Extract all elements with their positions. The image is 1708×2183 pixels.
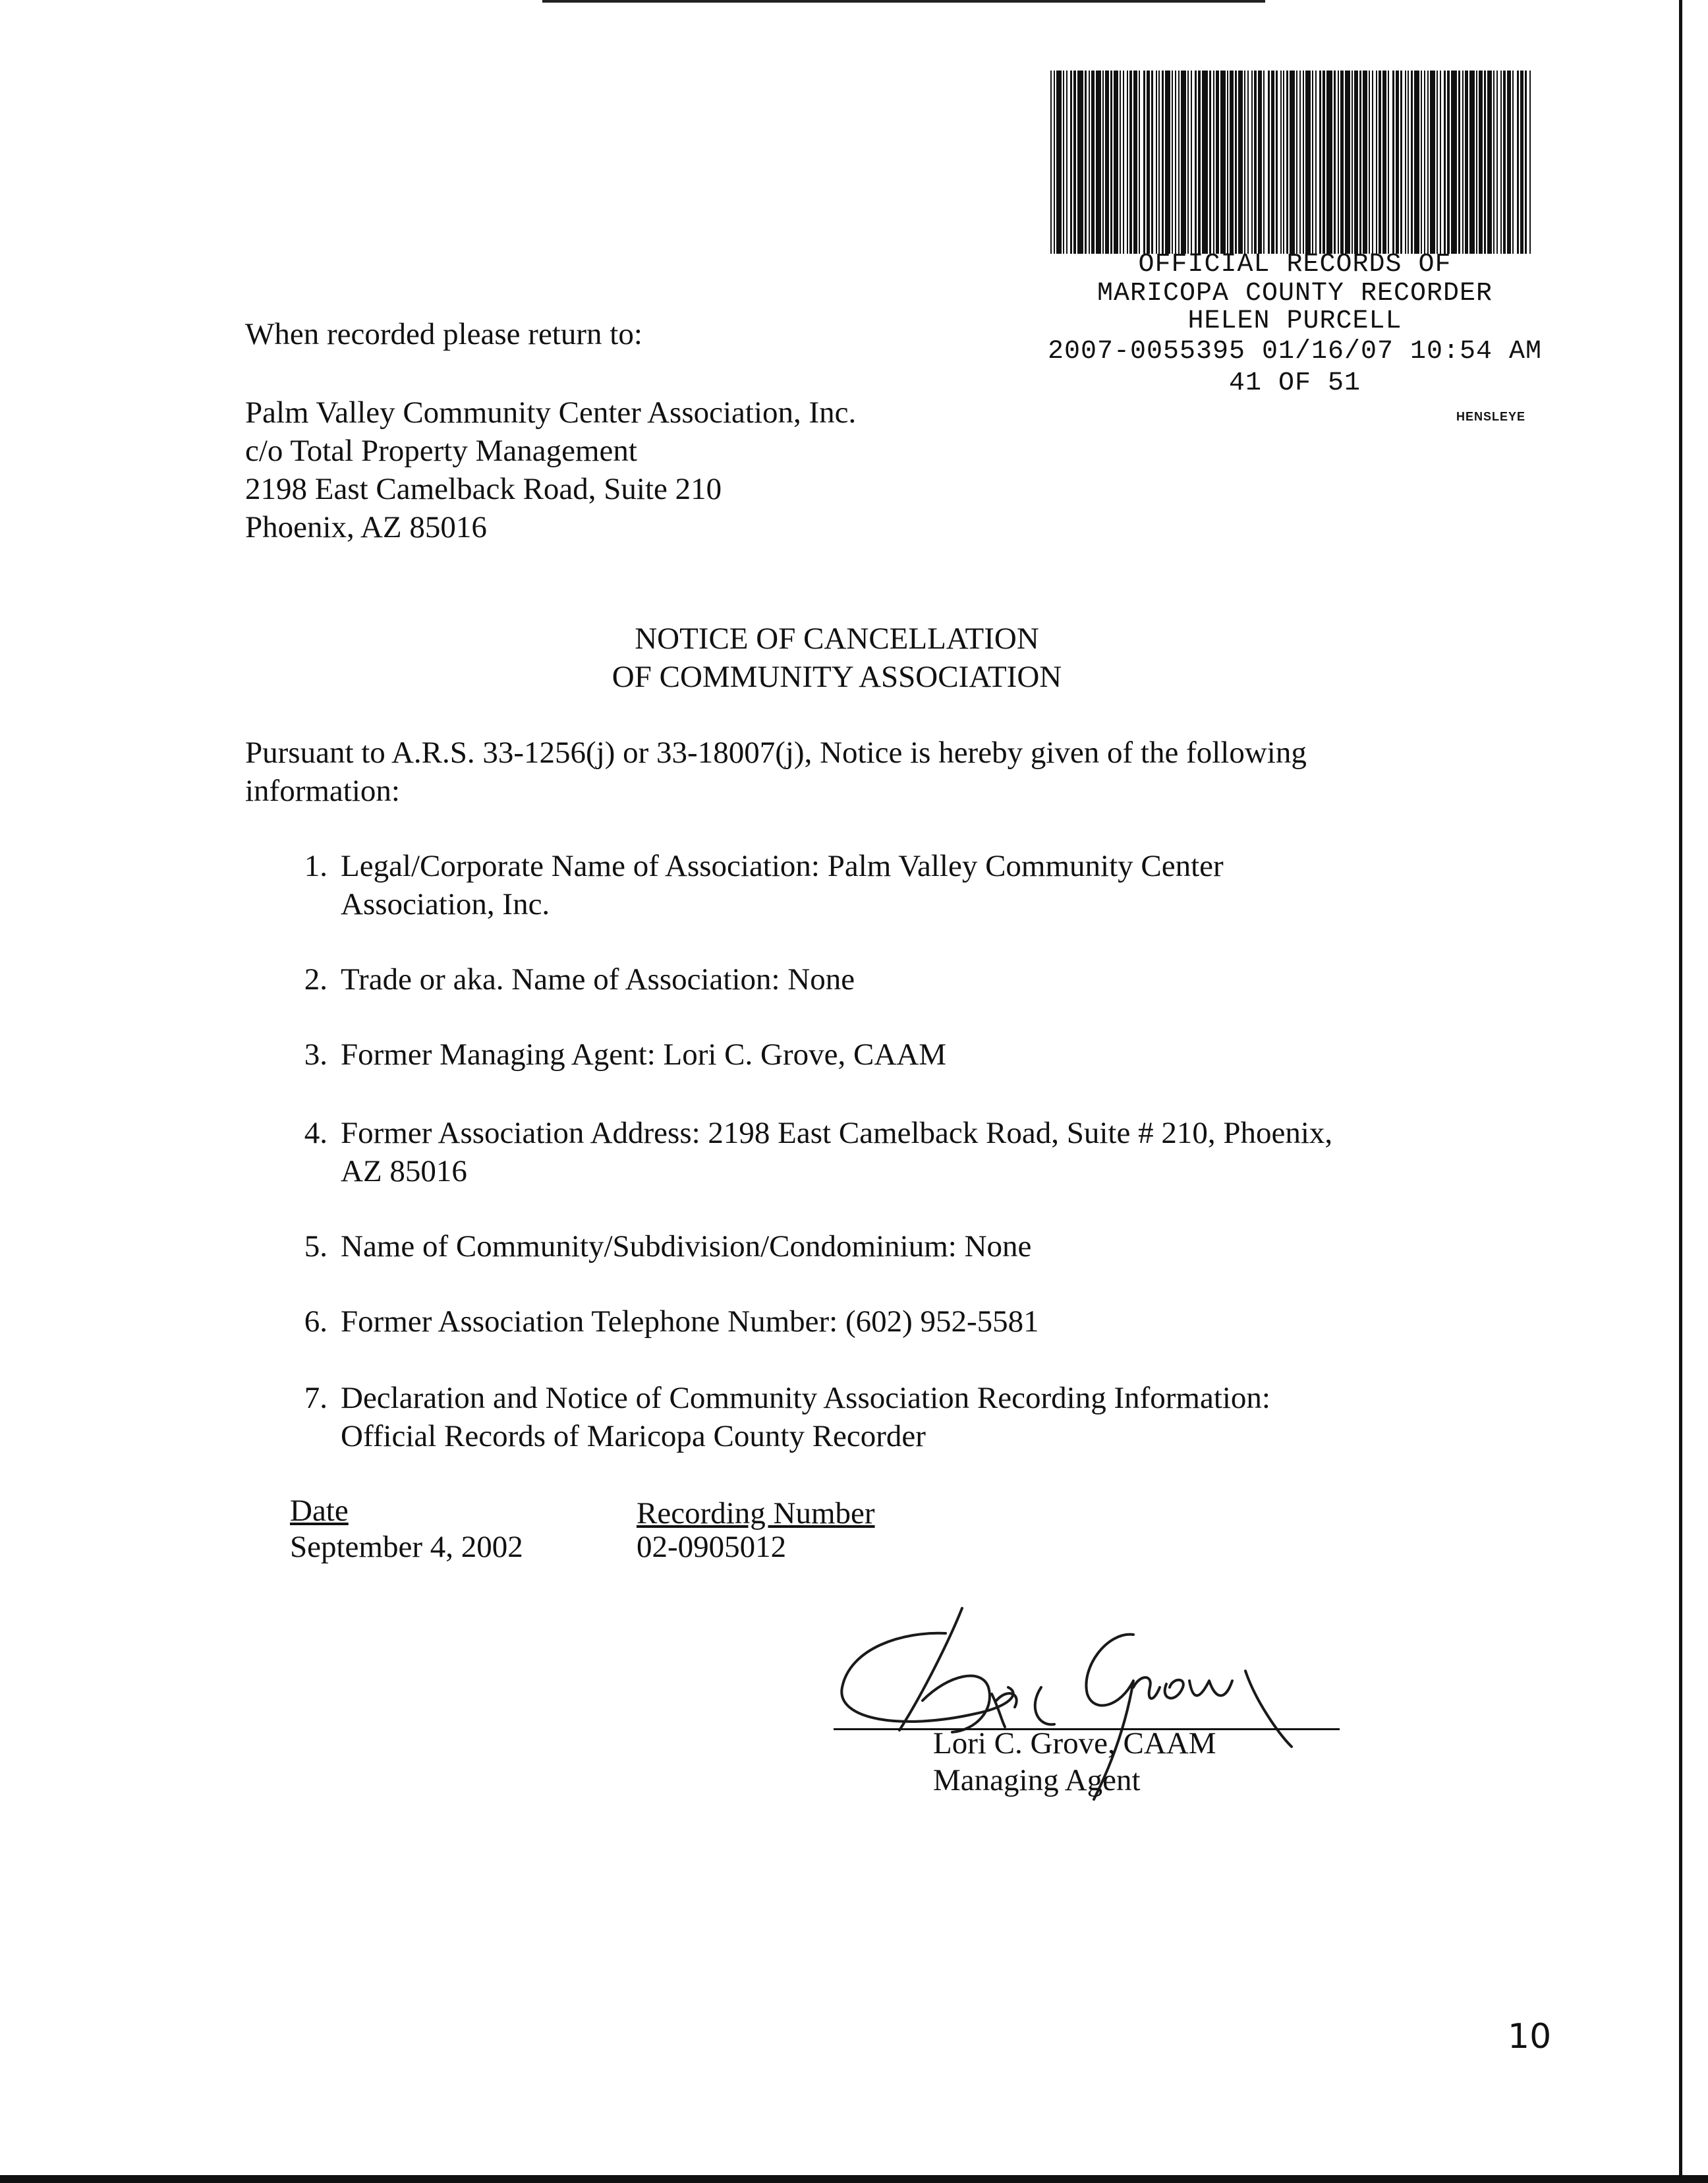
stamp-line-2: MARICOPA COUNTY RECORDER: [1096, 279, 1493, 308]
list-item-text: Trade or aka. Name of Association: None: [341, 962, 855, 997]
intro-paragraph: Pursuant to A.R.S. 33-1256(j) or 33-18007(j), Notice is hereby given of the following information:: [245, 736, 1307, 808]
title-line-1: NOTICE OF CANCELLATION: [635, 622, 1039, 656]
signer-title: Managing Agent: [933, 1763, 1141, 1797]
return-address: [245, 393, 856, 546]
list-item-number: 3.: [304, 1037, 327, 1072]
list-item-text: Declaration and Notice of Community Association Recording Information:: [341, 1381, 1270, 1415]
recording-number-value: 02-0905012: [637, 1530, 787, 1564]
return-address-line: c/o Total Property Management: [245, 434, 637, 468]
title-line-2: OF COMMUNITY ASSOCIATION: [612, 660, 1062, 694]
top-rule: [542, 0, 1265, 3]
return-address-line: Phoenix, AZ 85016: [245, 510, 487, 544]
stamp-page-count: 41 OF 51: [1228, 368, 1361, 398]
list-item-text: Former Association Telephone Number: (602) 952-5581: [341, 1304, 1039, 1339]
stamp-recording-info: 2007-0055395 01/16/07 10:54 AM: [1047, 337, 1543, 366]
list-item-text: Official Records of Maricopa County Recorder: [341, 1419, 926, 1453]
return-address-line: 2198 East Camelback Road, Suite 210: [245, 472, 722, 506]
stamp-clerk: HENSLEYE: [1456, 410, 1526, 423]
list-item-number: 7.: [304, 1381, 327, 1415]
stamp-line-3: HELEN PURCELL: [1187, 306, 1402, 336]
list-item-text: Association, Inc.: [341, 887, 550, 921]
list-item-number: 6.: [304, 1304, 327, 1339]
date-value: September 4, 2002: [290, 1530, 523, 1564]
list-item-text: Name of Community/Subdivision/Condominium: None: [341, 1229, 1032, 1264]
recording-number-label: Recording Number: [637, 1496, 875, 1530]
list-item-text: Former Association Address: 2198 East Camelback Road, Suite # 210, Phoenix,: [341, 1116, 1333, 1150]
signer-name: Lori C. Grove, CAAM: [933, 1726, 1216, 1761]
list-item-text: Former Managing Agent: Lori C. Grove, CAAM: [341, 1037, 947, 1072]
list-item-number: 2.: [304, 962, 327, 997]
list-item-number: 5.: [304, 1229, 327, 1264]
list-item-number: 1.: [304, 849, 327, 883]
list-item-number: 4.: [304, 1116, 327, 1150]
list-item-text: Legal/Corporate Name of Association: Palm Valley Community Center: [341, 849, 1224, 883]
recorder-barcode: [1050, 71, 1531, 254]
page-bottom-edge: [0, 2175, 1708, 2183]
page-right-edge: [1679, 0, 1682, 2183]
list-item-text: AZ 85016: [341, 1154, 467, 1188]
date-label: Date: [290, 1494, 349, 1528]
return-label: When recorded please return to:: [245, 317, 642, 351]
stamp-line-1: OFFICIAL RECORDS OF: [1138, 250, 1452, 279]
page-number: 10: [1508, 2017, 1552, 2056]
return-address-line: Palm Valley Community Center Association, Inc.: [245, 395, 857, 430]
document-title: [0, 620, 1674, 696]
